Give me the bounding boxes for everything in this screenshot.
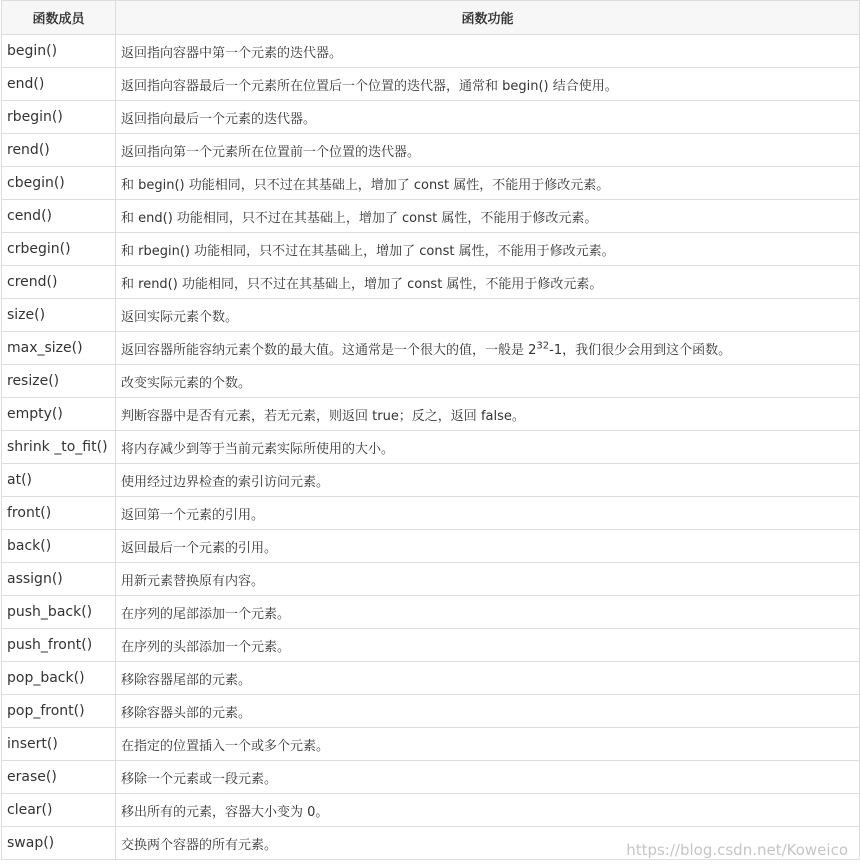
function-name-cell: assign() <box>2 563 116 596</box>
function-name-cell: cbegin() <box>2 167 116 200</box>
function-description-cell: 返回指向最后一个元素的迭代器。 <box>116 101 860 134</box>
function-name-cell: pop_front() <box>2 695 116 728</box>
function-description-cell: 移除一个元素或一段元素。 <box>116 761 860 794</box>
superscript-exponent: 32 <box>536 340 550 352</box>
description-text: 返回容器所能容纳元素个数的最大值。这通常是一个很大的值，一般是 2 <box>121 342 537 358</box>
table-row <box>2 563 860 596</box>
function-name-cell: empty() <box>2 398 116 431</box>
table-row <box>2 629 860 662</box>
function-description-cell: 改变实际元素的个数。 <box>116 365 860 398</box>
function-description-cell <box>116 332 860 365</box>
function-name-cell: insert() <box>2 728 116 761</box>
function-description-cell: 返回最后一个元素的引用。 <box>116 530 860 563</box>
function-name-cell: crbegin() <box>2 233 116 266</box>
table-row <box>2 596 860 629</box>
table-row <box>2 200 860 233</box>
table-row <box>2 134 860 167</box>
table-row <box>2 761 860 794</box>
table-row <box>2 728 860 761</box>
table-row <box>2 464 860 497</box>
function-name-cell: size() <box>2 299 116 332</box>
function-name-cell: back() <box>2 530 116 563</box>
table-row <box>2 266 860 299</box>
description-text: -1，我们很少会用到这个函数。 <box>549 342 732 358</box>
function-name-cell: resize() <box>2 365 116 398</box>
function-name-cell: clear() <box>2 794 116 827</box>
table-row <box>2 233 860 266</box>
function-description-cell: 和 rend() 功能相同，只不过在其基础上，增加了 const 属性，不能用于修改元素。 <box>116 266 860 299</box>
function-name-cell: front() <box>2 497 116 530</box>
function-name-cell: erase() <box>2 761 116 794</box>
function-description-cell: 返回指向容器最后一个元素所在位置后一个位置的迭代器，通常和 begin() 结合使用。 <box>116 68 860 101</box>
table-row <box>2 662 860 695</box>
header-function-description: 函数功能 <box>116 1 860 35</box>
function-description-cell: 移除容器头部的元素。 <box>116 695 860 728</box>
function-name-cell: rbegin() <box>2 101 116 134</box>
function-description-cell: 返回指向第一个元素所在位置前一个位置的迭代器。 <box>116 134 860 167</box>
table-row <box>2 794 860 827</box>
table-row <box>2 68 860 101</box>
table-row <box>2 365 860 398</box>
function-name-cell: max_size() <box>2 332 116 365</box>
function-name-cell: rend() <box>2 134 116 167</box>
function-description-cell: 用新元素替换原有内容。 <box>116 563 860 596</box>
function-description-cell: 和 begin() 功能相同，只不过在其基础上，增加了 const 属性，不能用于修改元素。 <box>116 167 860 200</box>
function-name-cell: shrink _to_fit() <box>2 431 116 464</box>
function-description-cell: 移出所有的元素，容器大小变为 0。 <box>116 794 860 827</box>
function-name-cell: at() <box>2 464 116 497</box>
function-description-cell: 在指定的位置插入一个或多个元素。 <box>116 728 860 761</box>
function-name-cell: push_front() <box>2 629 116 662</box>
function-description-cell: 返回实际元素个数。 <box>116 299 860 332</box>
table-row <box>2 431 860 464</box>
table-row <box>2 497 860 530</box>
table-row <box>2 695 860 728</box>
table-row <box>2 332 860 365</box>
table-row <box>2 35 860 68</box>
function-description-cell: 在序列的尾部添加一个元素。 <box>116 596 860 629</box>
function-description-cell: 移除容器尾部的元素。 <box>116 662 860 695</box>
header-function-member: 函数成员 <box>2 1 116 35</box>
function-name-cell: pop_back() <box>2 662 116 695</box>
function-description-cell: 使用经过边界检查的索引访问元素。 <box>116 464 860 497</box>
function-name-cell: end() <box>2 68 116 101</box>
function-name-cell: swap() <box>2 827 116 860</box>
table-row <box>2 398 860 431</box>
table-row <box>2 167 860 200</box>
table-row <box>2 530 860 563</box>
function-name-cell: crend() <box>2 266 116 299</box>
function-description-cell: 和 rbegin() 功能相同，只不过在其基础上，增加了 const 属性，不能用于修改元素。 <box>116 233 860 266</box>
function-name-cell: push_back() <box>2 596 116 629</box>
table-row <box>2 101 860 134</box>
function-description-cell: 将内存减少到等于当前元素实际所使用的大小。 <box>116 431 860 464</box>
function-description-cell: 返回第一个元素的引用。 <box>116 497 860 530</box>
table-header-row <box>2 1 860 35</box>
table-body <box>2 35 860 860</box>
function-name-cell: begin() <box>2 35 116 68</box>
function-description-cell: 交换两个容器的所有元素。 <box>116 827 860 860</box>
function-name-cell: cend() <box>2 200 116 233</box>
function-table <box>1 0 860 860</box>
table-row <box>2 299 860 332</box>
function-description-cell: 在序列的头部添加一个元素。 <box>116 629 860 662</box>
function-description-cell: 判断容器中是否有元素，若无元素，则返回 true；反之，返回 false。 <box>116 398 860 431</box>
function-description-cell: 和 end() 功能相同，只不过在其基础上，增加了 const 属性，不能用于修改元素。 <box>116 200 860 233</box>
watermark: https://blog.csdn.net/Koweico <box>626 841 848 859</box>
function-description-cell: 返回指向容器中第一个元素的迭代器。 <box>116 35 860 68</box>
